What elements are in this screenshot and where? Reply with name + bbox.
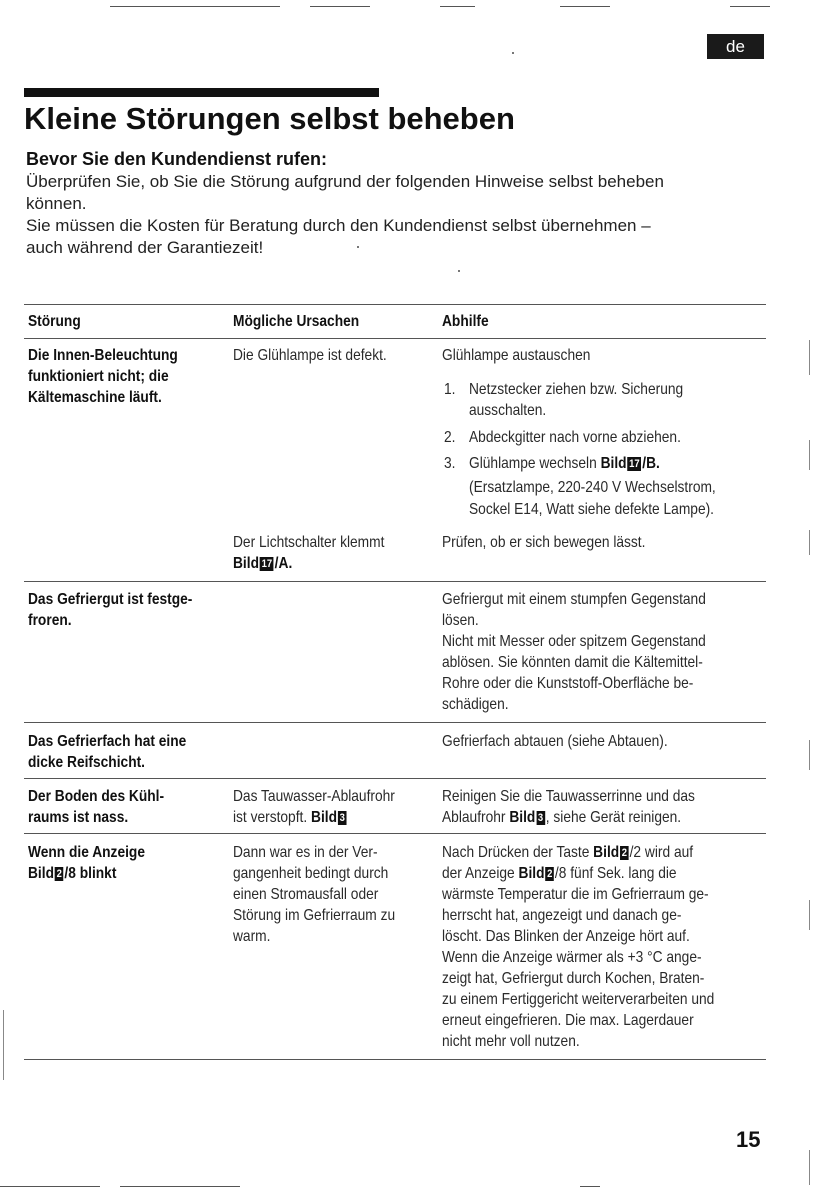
row5-remedy-10: nicht mehr voll nutzen. [442, 1033, 580, 1050]
scan-edge-top-1 [110, 6, 280, 7]
scan-edge-top-4 [560, 6, 610, 7]
row5-remedy-2-bild: Bild [518, 865, 545, 882]
intro-line-4: auch während der Garantiezeit! [26, 238, 264, 257]
row1-remedy-intro: Glühlampe austauschen [442, 347, 591, 364]
row-divider [24, 722, 766, 723]
row5-problem-2 [28, 863, 116, 884]
header-causes: Mögliche Ursachen [233, 313, 360, 330]
row5-remedy-4: herrscht hat, angezeigt und danach ge- [442, 907, 682, 924]
row5-remedy-8: zu einem Fertiggericht weiterverarbeiten und [442, 991, 715, 1008]
row5-cause-5: warm. [233, 928, 271, 945]
row4-remedy-text-b: , siehe Gerät reinigen. [545, 809, 682, 826]
row4-cause-1: Das Tauwasser-Ablaufrohr [233, 788, 395, 805]
scan-speck [357, 246, 359, 248]
row5-cause-2: gangenheit bedingt durch [233, 865, 389, 882]
row2-remedy-6: schädigen. [442, 696, 509, 713]
row4-remedy-bild: Bild [509, 809, 536, 826]
row1-cause-2b [233, 553, 292, 574]
row-divider [24, 778, 766, 779]
section-subtitle: Bevor Sie den Kundendienst rufen: [26, 149, 328, 169]
row5-problem-bild: Bild [28, 865, 54, 882]
row5-remedy-7: zeigt hat, Gefriergut durch Kochen, Braten- [442, 970, 705, 987]
row5-cause-4: Störung im Gefrierraum zu [233, 907, 396, 924]
scan-edge-bottom-1 [0, 1186, 100, 1187]
figure-ref-17-icon: 17 [261, 558, 273, 570]
row4-cause-2 [233, 807, 347, 828]
figure-ref-2-icon: 2 [547, 868, 553, 880]
row5-remedy-9: erneut eingefrieren. Die max. Lagerdauer [442, 1012, 694, 1029]
scan-edge-right-6 [809, 1150, 810, 1185]
intro-line-3: Sie müssen die Kosten für Beratung durch den Kundendienst selbst übernehmen – [26, 216, 651, 235]
row5-remedy-2 [442, 863, 677, 884]
header-remedy: Abhilfe [442, 313, 489, 330]
row-divider [24, 833, 766, 834]
scan-edge-bottom-2 [120, 1186, 240, 1187]
step3-text-b: (Ersatzlampe, 220-240 V Wechselstrom, [469, 479, 716, 496]
row5-remedy-6: Wenn die Anzeige wärmer als +3 °C ange- [442, 949, 702, 966]
figure-ref-17-icon: 17 [629, 458, 640, 470]
scan-edge-bottom-3 [580, 1186, 600, 1187]
row5-cause-1: Dann war es in der Ver- [233, 844, 378, 861]
step3-ref: /B. [642, 455, 660, 472]
header-problem: Störung [28, 313, 81, 330]
table-rule-top [24, 304, 766, 305]
scan-edge-top-5 [730, 6, 770, 7]
scan-edge-left [3, 1010, 4, 1080]
row4-problem-1: Der Boden des Kühl- [28, 788, 165, 805]
row5-remedy-5: löscht. Das Blinken der Anzeige hört auf. [442, 928, 690, 945]
row4-remedy-text-a: Ablaufrohr [442, 809, 506, 826]
row5-problem-ref: /8 blinkt [64, 865, 117, 882]
row2-remedy-5: Rohre oder die Kunststoff-Oberfläche be- [442, 675, 694, 692]
row4-cause-bild: Bild [311, 809, 337, 826]
row1-problem-3: Kältemaschine läuft. [28, 389, 162, 406]
figure-ref-2-icon: 2 [56, 868, 62, 880]
scan-edge-right-3 [809, 530, 810, 555]
cause2-ref: /A. [274, 555, 293, 572]
row1-remedy-2: Prüfen, ob er sich bewegen lässt. [442, 534, 646, 551]
scan-edge-top-3 [440, 6, 475, 7]
scan-edge-right-2 [809, 440, 810, 470]
page-number: 15 [736, 1127, 761, 1152]
row4-remedy-1: Reinigen Sie die Tauwasserrinne und das [442, 788, 695, 805]
figure-ref-3-icon: 3 [339, 812, 345, 824]
step1-text-a: Netzstecker ziehen bzw. Sicherung [469, 381, 684, 398]
row2-problem-2: froren. [28, 612, 72, 629]
scan-edge-right-1 [809, 340, 810, 375]
table-rule-bottom [24, 1059, 766, 1060]
scan-edge-right-5 [809, 900, 810, 930]
row5-remedy-2b: /8 fünf Sek. lang die [554, 865, 677, 882]
step3-text-a: Glühlampe wechseln [469, 455, 597, 472]
step3-line-1 [469, 453, 660, 474]
language-badge: de [707, 34, 764, 59]
intro-line-2: können. [26, 194, 87, 213]
row5-remedy-1-bild: Bild [593, 844, 620, 861]
row1-cause-1: Die Glühlampe ist defekt. [233, 347, 387, 364]
row4-cause-text: ist verstopft. [233, 809, 308, 826]
row5-cause-3: einen Stromausfall oder [233, 886, 379, 903]
row5-problem-1: Wenn die Anzeige [28, 844, 145, 861]
title-rule [24, 88, 379, 97]
scan-speck [458, 270, 460, 272]
step2-number: 2. [444, 429, 456, 446]
row1-problem-2: funktioniert nicht; die [28, 368, 169, 385]
table-rule-header [24, 338, 766, 339]
cause2-bild: Bild [233, 555, 259, 572]
row5-remedy-1a: Nach Drücken der Taste [442, 844, 590, 861]
figure-ref-2-icon: 2 [621, 847, 628, 859]
step1-number: 1. [444, 381, 456, 398]
row2-remedy-1: Gefriergut mit einem stumpfen Gegenstand [442, 591, 706, 608]
step2-text: Abdeckgitter nach vorne abziehen. [469, 429, 681, 446]
row4-problem-2: raums ist nass. [28, 809, 129, 826]
row2-remedy-2: lösen. [442, 612, 479, 629]
row5-remedy-3: wärmste Temperatur die im Gefrierraum ge- [442, 886, 709, 903]
step3-bild: Bild [600, 455, 627, 472]
step3-number: 3. [444, 455, 456, 472]
step3-text-c: Sockel E14, Watt siehe defekte Lampe). [469, 501, 715, 518]
row4-remedy-2 [442, 807, 681, 828]
row3-remedy: Gefrierfach abtauen (siehe Abtauen). [442, 733, 668, 750]
page-title: Kleine Störungen selbst beheben [24, 101, 515, 136]
row2-problem-1: Das Gefriergut ist festge- [28, 591, 193, 608]
row1-cause-2a: Der Lichtschalter klemmt [233, 534, 385, 551]
row1-problem-1: Die Innen-Beleuchtung [28, 347, 178, 364]
row5-remedy-2a: der Anzeige [442, 865, 515, 882]
step1-text-b: ausschalten. [469, 402, 547, 419]
scan-edge-top-2 [310, 6, 370, 7]
row5-remedy-1 [442, 842, 693, 863]
row3-problem-2: dicke Reifschicht. [28, 754, 146, 771]
row2-remedy-3: Nicht mit Messer oder spitzem Gegenstand [442, 633, 706, 650]
scan-speck [512, 52, 514, 54]
intro-line-1: Überprüfen Sie, ob Sie die Störung aufgrund der folgenden Hinweise selbst beheben [26, 172, 664, 191]
figure-ref-3-icon: 3 [537, 812, 544, 824]
row5-remedy-1b: /2 wird auf [629, 844, 694, 861]
row-divider [24, 581, 766, 582]
row3-problem-1: Das Gefrierfach hat eine [28, 733, 187, 750]
scan-edge-right-4 [809, 740, 810, 770]
row2-remedy-4: ablösen. Sie könnten damit die Kältemittel- [442, 654, 703, 671]
